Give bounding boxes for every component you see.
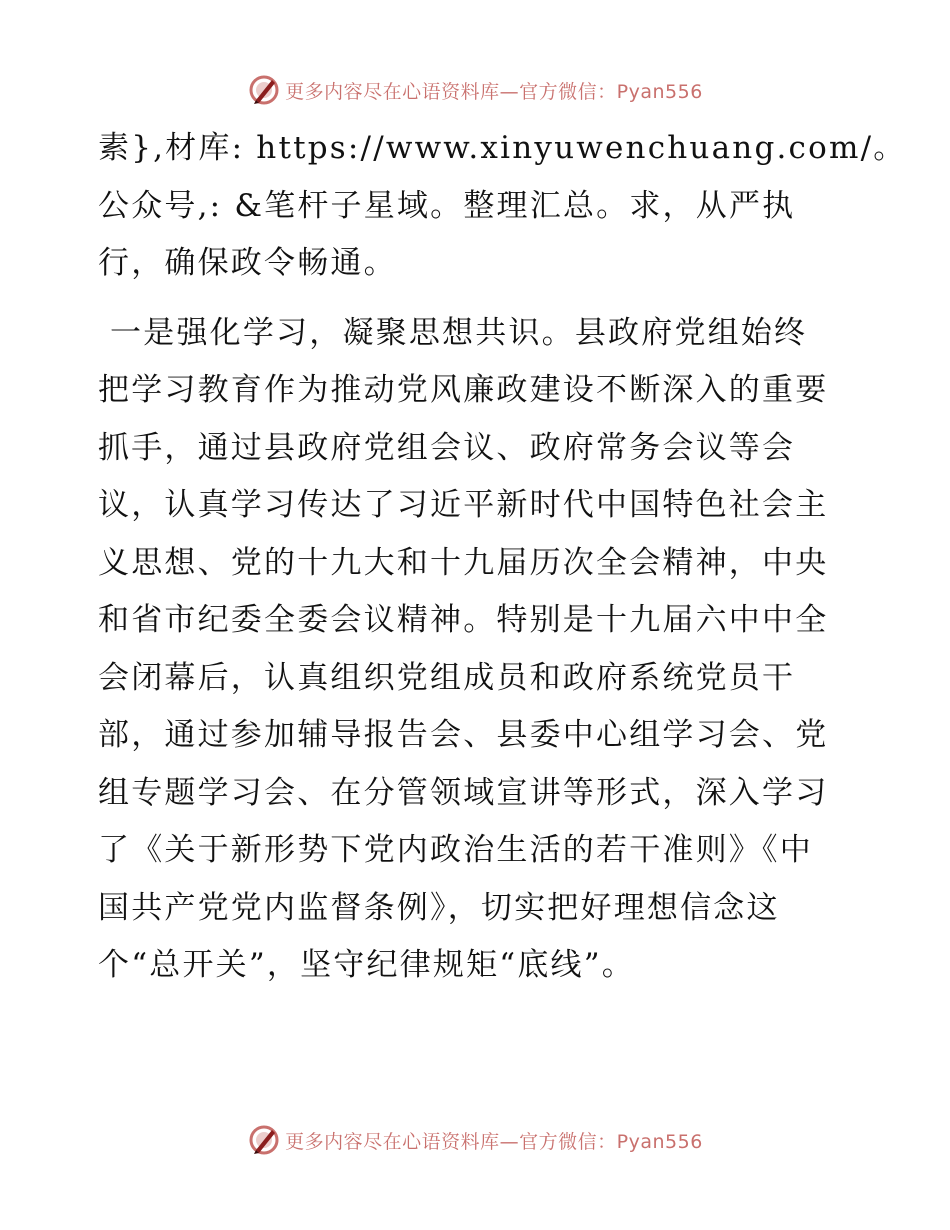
text-line: 组专题学习会、在分管领域宣讲等形式，深入学习	[98, 774, 829, 811]
text-line: 素},材库: https://www.xinyuwenchuang.com/。	[98, 130, 907, 166]
paragraph-study	[98, 305, 858, 995]
pen-circle-logo-icon	[247, 73, 281, 107]
document-body	[98, 120, 907, 995]
text-line: 把学习教育作为推动党风廉政建设不断深入的重要	[98, 372, 829, 408]
text-line: 和省市纪委全委会议精神。特别是十九届六中中全	[98, 602, 829, 638]
watermark-banner-top	[0, 70, 950, 110]
text-line: 会闭幕后，认真组织党组成员和政府系统党员干	[98, 659, 796, 696]
text-line: 行，确保政令畅通。	[98, 245, 397, 281]
watermark-text: 更多内容尽在心语资料库—官方微信：Pyan556	[285, 80, 703, 103]
text-line: 国共产党党内监督条例》，切实把好理想信念这	[98, 889, 780, 926]
paragraph-continuation	[98, 120, 907, 293]
watermark-banner-bottom	[0, 1120, 950, 1160]
pen-circle-logo-icon	[247, 1123, 281, 1157]
text-line: 义思想、党的十九大和十九届历次全会精神，中央	[98, 544, 829, 581]
text-line: 个“总开关”，坚守纪律规矩“底线”。	[98, 947, 635, 983]
text-line: 了《关于新形势下党内政治生活的若干准则》《中	[98, 832, 813, 868]
text-line: 一是强化学习，凝聚思想共识。县政府党组始终	[98, 314, 808, 351]
watermark-text: 更多内容尽在心语资料库—官方微信：Pyan556	[285, 1130, 703, 1153]
text-line: 抓手，通过县政府党组会议、政府常务会议等会	[98, 429, 796, 466]
text-line: 部，通过参加辅导报告会、县委中心组学习会、党	[98, 717, 829, 753]
text-line: 议，认真学习传达了习近平新时代中国特色社会主	[98, 487, 829, 523]
text-line: 公众号,: &笔杆子星域。整理汇总。求，从严执	[98, 187, 796, 224]
